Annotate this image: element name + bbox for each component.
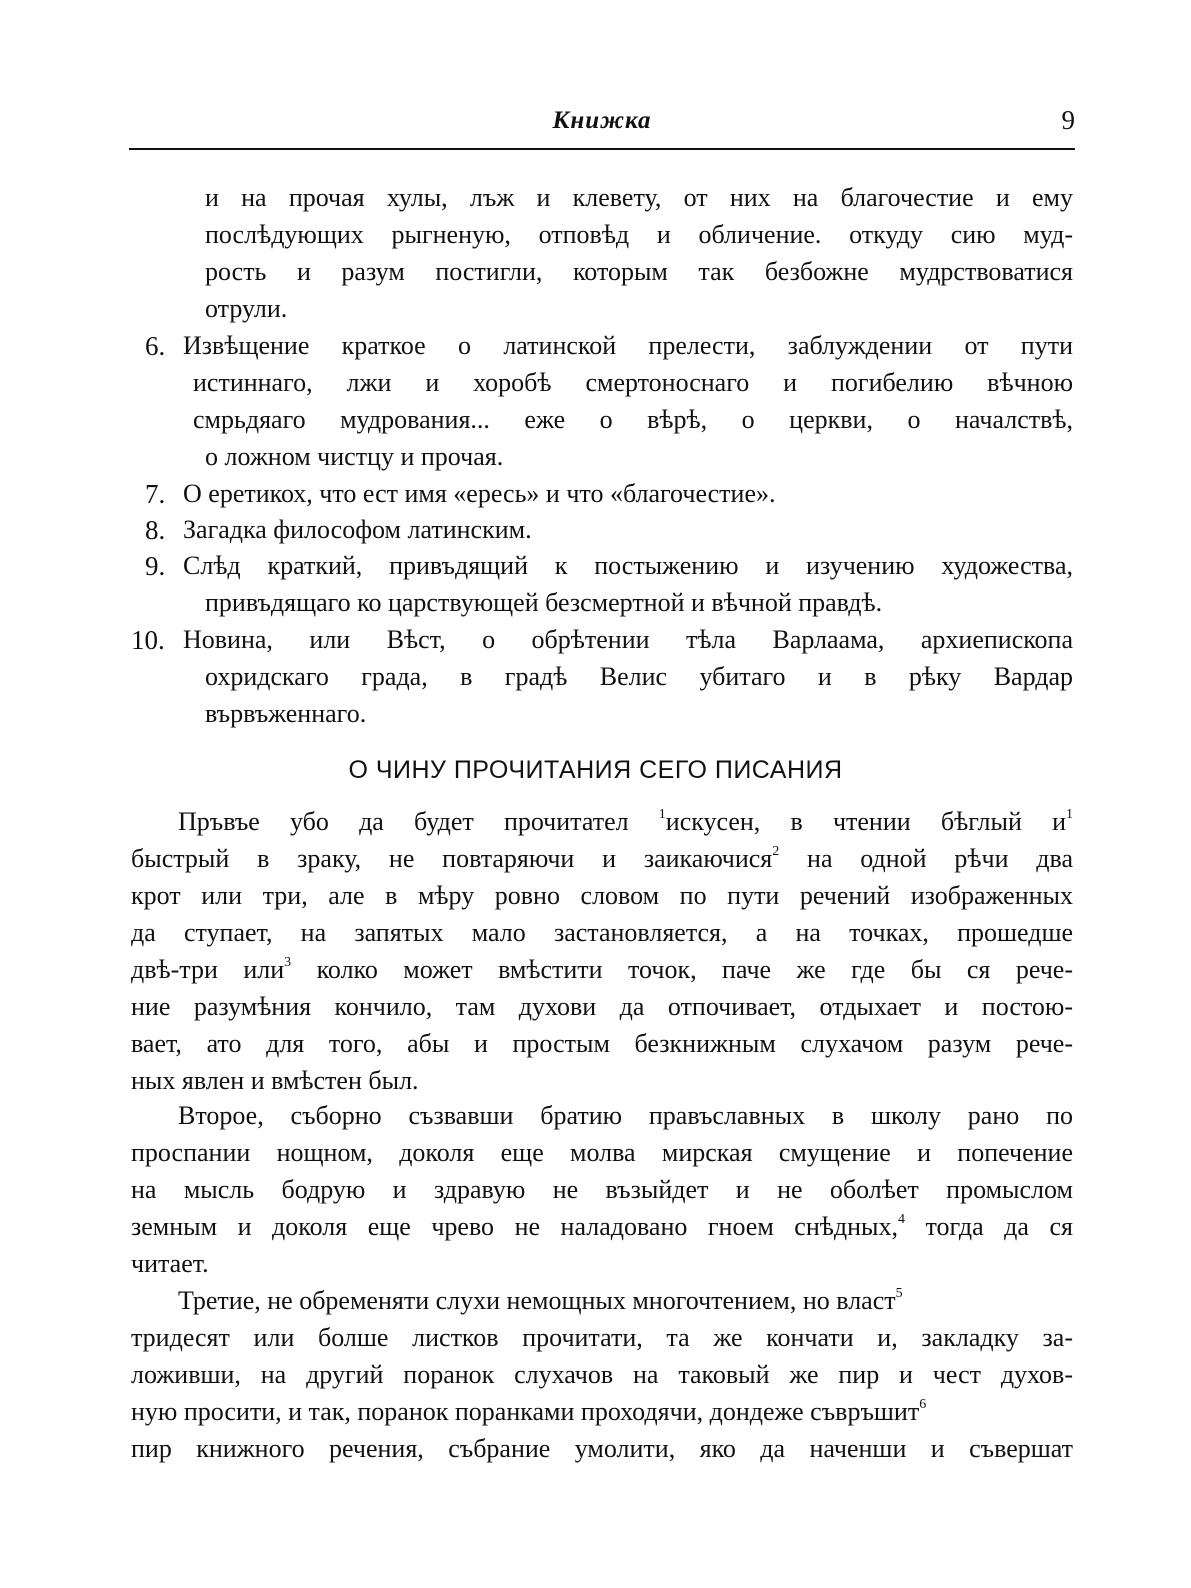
footnote-mark: 4 <box>897 1212 905 1227</box>
footnote-mark: 3 <box>284 955 292 970</box>
paragraph-1-line-8: ных явлен и вмѣстен был. <box>131 1066 419 1095</box>
page-number: 9 <box>1061 105 1075 135</box>
continuation-line-1: и на прочая хулы, лъж и клевету, от них на благочестие и ему <box>205 183 1073 212</box>
paragraph-2-line-5: читает. <box>131 1249 209 1278</box>
list-item-7-line-1: О еретикох, что ест имя «ересь» и что «благочестие». <box>183 479 776 508</box>
list-item-6-line-3: смрьдяаго мудрования... еже о вѣрѣ, о церкви, о началствѣ, <box>193 405 1073 434</box>
list-number-10: 10. <box>131 625 165 655</box>
paragraph-2-line-2: проспании нощном, доколя еще молва мирская смущение и попечение <box>131 1138 1073 1167</box>
list-item-9-line-2: привъдящаго ко царствующей безсмертной и вѣчной правдѣ. <box>205 588 883 617</box>
footnote-mark: 1 <box>658 807 666 822</box>
paragraph-2-line-4: земным и доколя еще чрево не наладовано гноем снѣдных,$^4$ тогда да ся <box>131 1212 1073 1241</box>
continuation-line-4: отрули. <box>205 294 288 323</box>
list-item-10-line-3: вървъженнаго. <box>205 699 367 728</box>
paragraph-2-line-3: на мысль бодрую и здравую не възыйдет и не оболѣет промыслом <box>131 1175 1073 1204</box>
running-header <box>129 103 1075 150</box>
list-item-8-line-1: Загадка философом латинским. <box>183 515 532 544</box>
list-item-6-line-1: Извѣщение краткое о латинской прелести, заблуждении от пути <box>183 331 1073 360</box>
paragraph-1-line-2: быстрый в зраку, не повтаряючи и заикаючися$^2$ на одной рѣчи два <box>131 844 1073 873</box>
footnote-mark: 1 <box>1066 807 1073 822</box>
list-item-9-line-1: Слѣд краткий, привъдящий к постыжению и изучению художества, <box>183 551 1073 580</box>
paragraph-1-line-6: ние разумѣния кончило, там духови да отпочивает, отдыхает и постою- <box>131 992 1073 1021</box>
footnote-mark: 5 <box>895 1286 903 1301</box>
list-item-10-line-2: охридскаго града, в градѣ Велис убитаго и в рѣку Вардар <box>205 662 1073 691</box>
continuation-line-2: послѣдующих рыгненую, отповѣд и обличение. откуду сию муд- <box>205 220 1073 249</box>
paragraph-2-line-1: Второе, съборно съзвавши братию правъславных в школу рано по <box>178 1101 1073 1130</box>
footnote-mark: 6 <box>919 1397 927 1412</box>
paragraph-1-line-3: крот или три, але в мѣру ровно словом по пути речений изображенных <box>131 881 1073 910</box>
list-item-6-line-4: о ложном чистцу и прочая. <box>205 442 504 471</box>
list-number-6: 6. <box>145 331 166 361</box>
section-heading: О ЧИНУ ПРОЧИТАНИЯ СЕГО ПИСАНИЯ <box>348 756 843 784</box>
list-number-8: 8. <box>145 515 166 545</box>
footnote-mark: 2 <box>772 844 780 859</box>
list-number-9: 9. <box>145 551 166 581</box>
paragraph-3-line-1: Третие, не обременяти слухи немощных многочтением, но власт$^5$ <box>178 1286 903 1315</box>
paragraph-3-line-5: пир книжного речения, събрание умолити, яко да наченши и съвершат <box>131 1434 1073 1463</box>
paragraph-1-line-5: двѣ-три или$^3$ колко может вмѣстити точок, паче же где бы ся рече- <box>131 955 1073 984</box>
paragraph-3-line-3: ложивши, на другий поранок слухачов на таковый же пир и чест духов- <box>131 1360 1073 1389</box>
list-number-7: 7. <box>145 479 166 509</box>
paragraph-1-line-1: Пръвъе убо да будет прочитател $^1$искусен, в чтении бѣглый $и^1$ <box>178 807 1073 836</box>
list-item-6-line-2: истиннаго, лжи и хоробѣ смертоноснаго и погибелию вѣчною <box>193 368 1073 397</box>
header-title: Книжка <box>552 107 652 134</box>
paragraph-3-line-2: тридесят или болше листков прочитати, та же кончати и, закладку за- <box>131 1323 1073 1352</box>
paragraph-1-line-4: да ступает, на запятых мало застановляется, а на точках, прошедше <box>131 918 1073 947</box>
list-item-10-line-1: Новина, или Вѣст, о обрѣтении тѣла Варлаама, архиепископа <box>183 625 1073 654</box>
continuation-line-3: рость и разум постигли, которым так безбожне мудрствоватися <box>205 257 1073 286</box>
paragraph-1-line-7: вает, ато для того, абы и простым безкнижным слухачом разум рече- <box>131 1029 1073 1058</box>
paragraph-3-line-4: ную просити, и так, поранок поранками проходячи, дондеже съвръшит$^6$ <box>131 1397 927 1426</box>
